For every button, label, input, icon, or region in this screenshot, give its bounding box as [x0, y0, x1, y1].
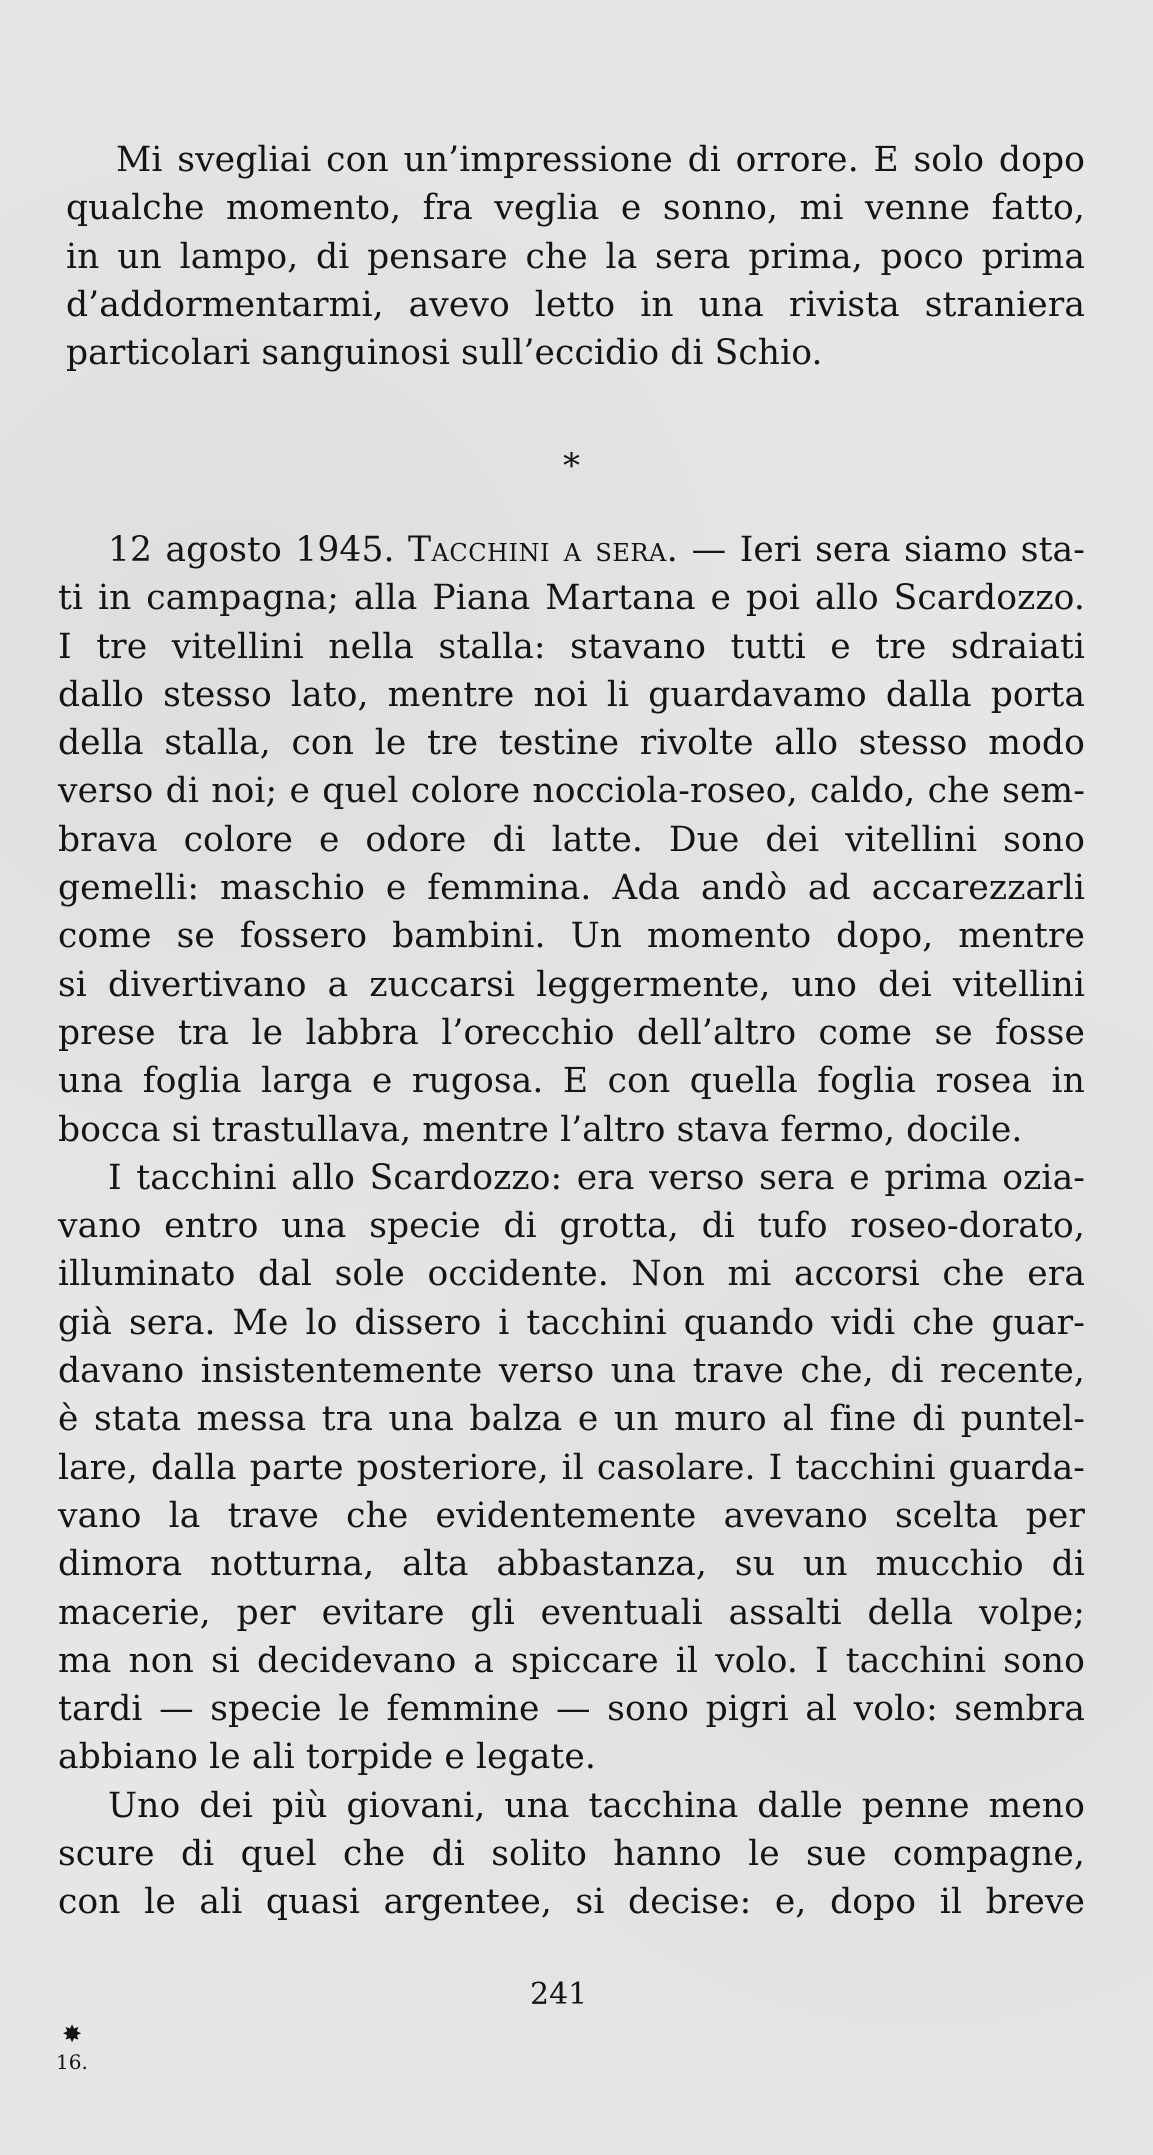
text-line: della stalla, con le tre testine rivolte allo stesso modo: [58, 723, 1085, 764]
entry-heading-line: [58, 526, 1085, 574]
diary-entry: [58, 526, 1085, 1927]
opening-paragraph: [66, 136, 1085, 377]
entry-first-line-text: Ieri sera siamo sta-: [739, 530, 1085, 570]
signature-mark-icon: ✸: [62, 2020, 83, 2048]
text-line: macerie, per evitare gli eventuali assalti della volpe;: [58, 1592, 1085, 1633]
text-line: I tacchini allo Scardozzo: era verso sera e prima ozia-: [108, 1157, 1085, 1198]
text-line: bocca si trastullava, mentre l’altro stava fermo, docile.: [58, 1109, 1023, 1150]
text-line: tardi — specie le femmine — sono pigri al volo: sembra: [58, 1689, 1085, 1730]
entry-dash: —: [691, 530, 727, 570]
text-line: in un lampo, di pensare che la sera prima, poco prima: [66, 236, 1085, 277]
page-number: 241: [530, 1977, 588, 2012]
text-line: ma non si decidevano a spiccare il volo. I tacchini sono: [58, 1640, 1085, 1681]
text-line: con le ali quasi argentee, si decise: e, dopo il breve: [58, 1882, 1085, 1923]
text-line: illuminato dal sole occidente. Non mi accorsi che era: [58, 1254, 1085, 1295]
text-line: davano insistentemente verso una trave che, di recente,: [58, 1351, 1085, 1392]
text-line: lare, dalla parte posteriore, il casolare. I tacchini guarda-: [58, 1447, 1085, 1488]
text-line: si divertivano a zuccarsi leggermente, uno dei vitellini: [58, 964, 1085, 1005]
text-line: ti in campagna; alla Piana Martana e poi allo Scardozzo.: [58, 578, 1085, 619]
text-line: scure di quel che di solito hanno le sue compagne,: [58, 1834, 1085, 1875]
text-line: come se fossero bambini. Un momento dopo, mentre: [58, 916, 1085, 957]
text-line: I tre vitellini nella stalla: stavano tutti e tre sdraiati: [58, 626, 1085, 667]
text-line: Mi svegliai con un’impressione di orrore. E solo dopo: [116, 140, 1085, 180]
text-line: verso di noi; e quel colore nocciola-roseo, caldo, che sem-: [58, 771, 1085, 812]
printer-signature: 16.: [56, 2050, 88, 2074]
entry-title: Tacchini a sera.: [407, 530, 679, 570]
text-line: brava colore e odore di latte. Due dei vitellini sono: [58, 819, 1085, 860]
text-line: vano la trave che evidentemente avevano scelta per: [58, 1495, 1085, 1536]
text-line: d’addormentarmi, avevo letto in una rivista straniera: [66, 284, 1085, 325]
text-line: gemelli: maschio e femmina. Ada andò ad accarezzarli: [58, 868, 1085, 909]
text-line: già sera. Me lo dissero i tacchini quando vidi che guar-: [58, 1302, 1085, 1343]
text-line: prese tra le labbra l’orecchio dell’altro come se fosse: [58, 1012, 1085, 1053]
text-line: vano entro una specie di grotta, di tufo roseo-dorato,: [58, 1206, 1085, 1247]
text-line: abbiano le ali torpide e legate.: [58, 1737, 596, 1778]
text-line: dimora notturna, alta abbastanza, su un mucchio di: [58, 1544, 1085, 1585]
text-line: qualche momento, fra veglia e sonno, mi venne fatto,: [66, 188, 1085, 229]
text-line: dallo stesso lato, mentre noi li guardavamo dalla porta: [58, 674, 1085, 715]
section-separator: *: [563, 446, 580, 486]
text-line: una foglia larga e rugosa. E con quella foglia rosea in: [58, 1061, 1085, 1102]
text-line: è stata messa tra una balza e un muro al fine di puntel-: [58, 1399, 1085, 1440]
text-line: particolari sanguinosi sull’eccidio di Schio.: [66, 333, 823, 374]
entry-date: 12 agosto 1945.: [108, 530, 395, 570]
text-line: Uno dei più giovani, una tacchina dalle penne meno: [108, 1785, 1085, 1826]
